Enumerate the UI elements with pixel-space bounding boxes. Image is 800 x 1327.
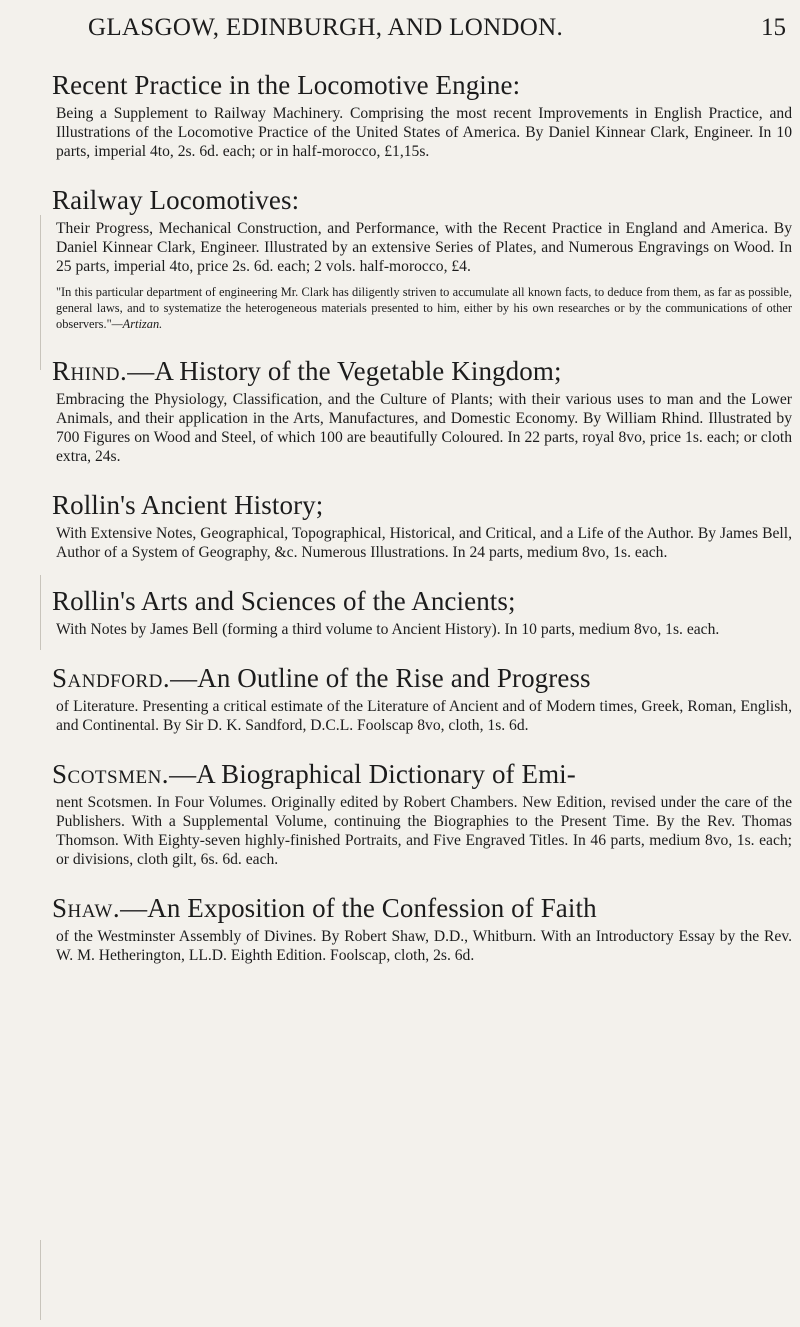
entry-keyword: Sandford. [52,663,171,693]
entry-title: Rhind.—A History of the Vegetable Kingdom; [52,356,562,386]
running-head [88,14,788,48]
margin-rule [40,575,41,650]
review-quote: "In this particular department of engineering Mr. Clark has diligently striven to accumulate all known facts, to deduce from them, as far as possible, general laws, and to systematize the heterogeneous materials presented to him, either by his own researches or by the communications of other observers."—Artizan. [56,285,792,331]
entry-description: Being a Supplement to Railway Machinery. Comprising the most recent Improvements in English Practice, and Illustrations of the Locomotive Practice of the United States of America. By Daniel Kinnear Clark, Engineer. In 10 parts, imperial 4to, 2s. 6d. each; or in half-morocco, £1,15s. [56,105,792,160]
entry-description: nent Scotsmen. In Four Volumes. Originally edited by Robert Chambers. New Edition, revised under the care of the Publishers. With a Supplemental Volume, continuing the Biographies to the Present Time. By the Rev. Thomas Thomson. With Eighty-seven highly-finished Portraits, and Five Engraved Titles. In 46 parts, medium 8vo, 1s. each; or divisions, cloth gilt, 6s. 6d. each. [56,794,792,868]
entry-keyword: Scotsmen. [52,759,170,789]
entry-shaw [52,893,792,965]
entry-title: Sandford.—An Outline of the Rise and Progress [52,663,591,693]
entry-title: Shaw.—An Exposition of the Confession of Faith [52,893,597,923]
entry-description: With Extensive Notes, Geographical, Topographical, Historical, and Critical, and a Life of the Author. By James Bell, Author of a System of Geography, &c. Numerous Illustrations. In 24 parts, medium 8vo, 1s. each. [56,525,792,561]
entry-description: of the Westminster Assembly of Divines. By Robert Shaw, D.D., Whitburn. With an Introductory Essay by the Rev. W. M. Hetherington, LL.D. Eighth Edition. Foolscap, cloth, 2s. 6d. [56,928,792,964]
page-number: 15 [761,14,786,41]
entry-rollins-ancient-history [52,490,792,562]
entry-scotsmen [52,759,792,869]
catalogue-entries [52,70,792,989]
running-head-title: GLASGOW, EDINBURGH, AND LONDON. [88,14,564,41]
entry-recent-practice [52,70,792,161]
margin-rule [40,1240,41,1320]
entry-title: Scotsmen.—A Biographical Dictionary of Emi- [52,759,576,789]
entry-description: Their Progress, Mechanical Construction, and Performance, with the Recent Practice in England and America. By Daniel Kinnear Clark, Engineer. Illustrated by an extensive Series of Plates, and Numerous Engravings on Wood. In 25 parts, imperial 4to, price 2s. 6d. each; 2 vols. half-morocco, £4. [56,220,792,275]
entry-title: Recent Practice in the Locomotive Engine: [52,70,521,100]
entry-rollins-arts-sciences [52,586,792,639]
entry-keyword: Shaw. [52,893,121,923]
entry-keyword: Rhind. [52,356,128,386]
entry-description: Embracing the Physiology, Classification, and the Culture of Plants; with their various uses to man and the Lower Animals, and their application in the Arts, Manufactures, and Domestic Economy. By William Rhind. Illustrated by 700 Figures on Wood and Steel, of which 100 are beautifully Coloured. In 22 parts, royal 8vo, price 1s. each; or cloth extra, 24s. [56,391,792,465]
entry-title: Rollin's Arts and Sciences of the Ancients; [52,586,516,616]
quote-source: —Artizan. [111,317,163,331]
entry-sandford [52,663,792,735]
entry-railway-locomotives [52,185,792,332]
entry-description: of Literature. Presenting a critical estimate of the Literature of Ancient and of Modern times, Greek, Roman, English, and Continental. By Sir D. K. Sandford, D.C.L. Foolscap 8vo, cloth, 1s. 6d. [56,698,792,734]
entry-description: With Notes by James Bell (forming a third volume to Ancient History). In 10 parts, medium 8vo, 1s. each. [56,621,720,638]
entry-rhind [52,356,792,466]
entry-title: Railway Locomotives: [52,185,300,215]
margin-rule [40,215,41,370]
entry-title: Rollin's Ancient History; [52,490,324,520]
